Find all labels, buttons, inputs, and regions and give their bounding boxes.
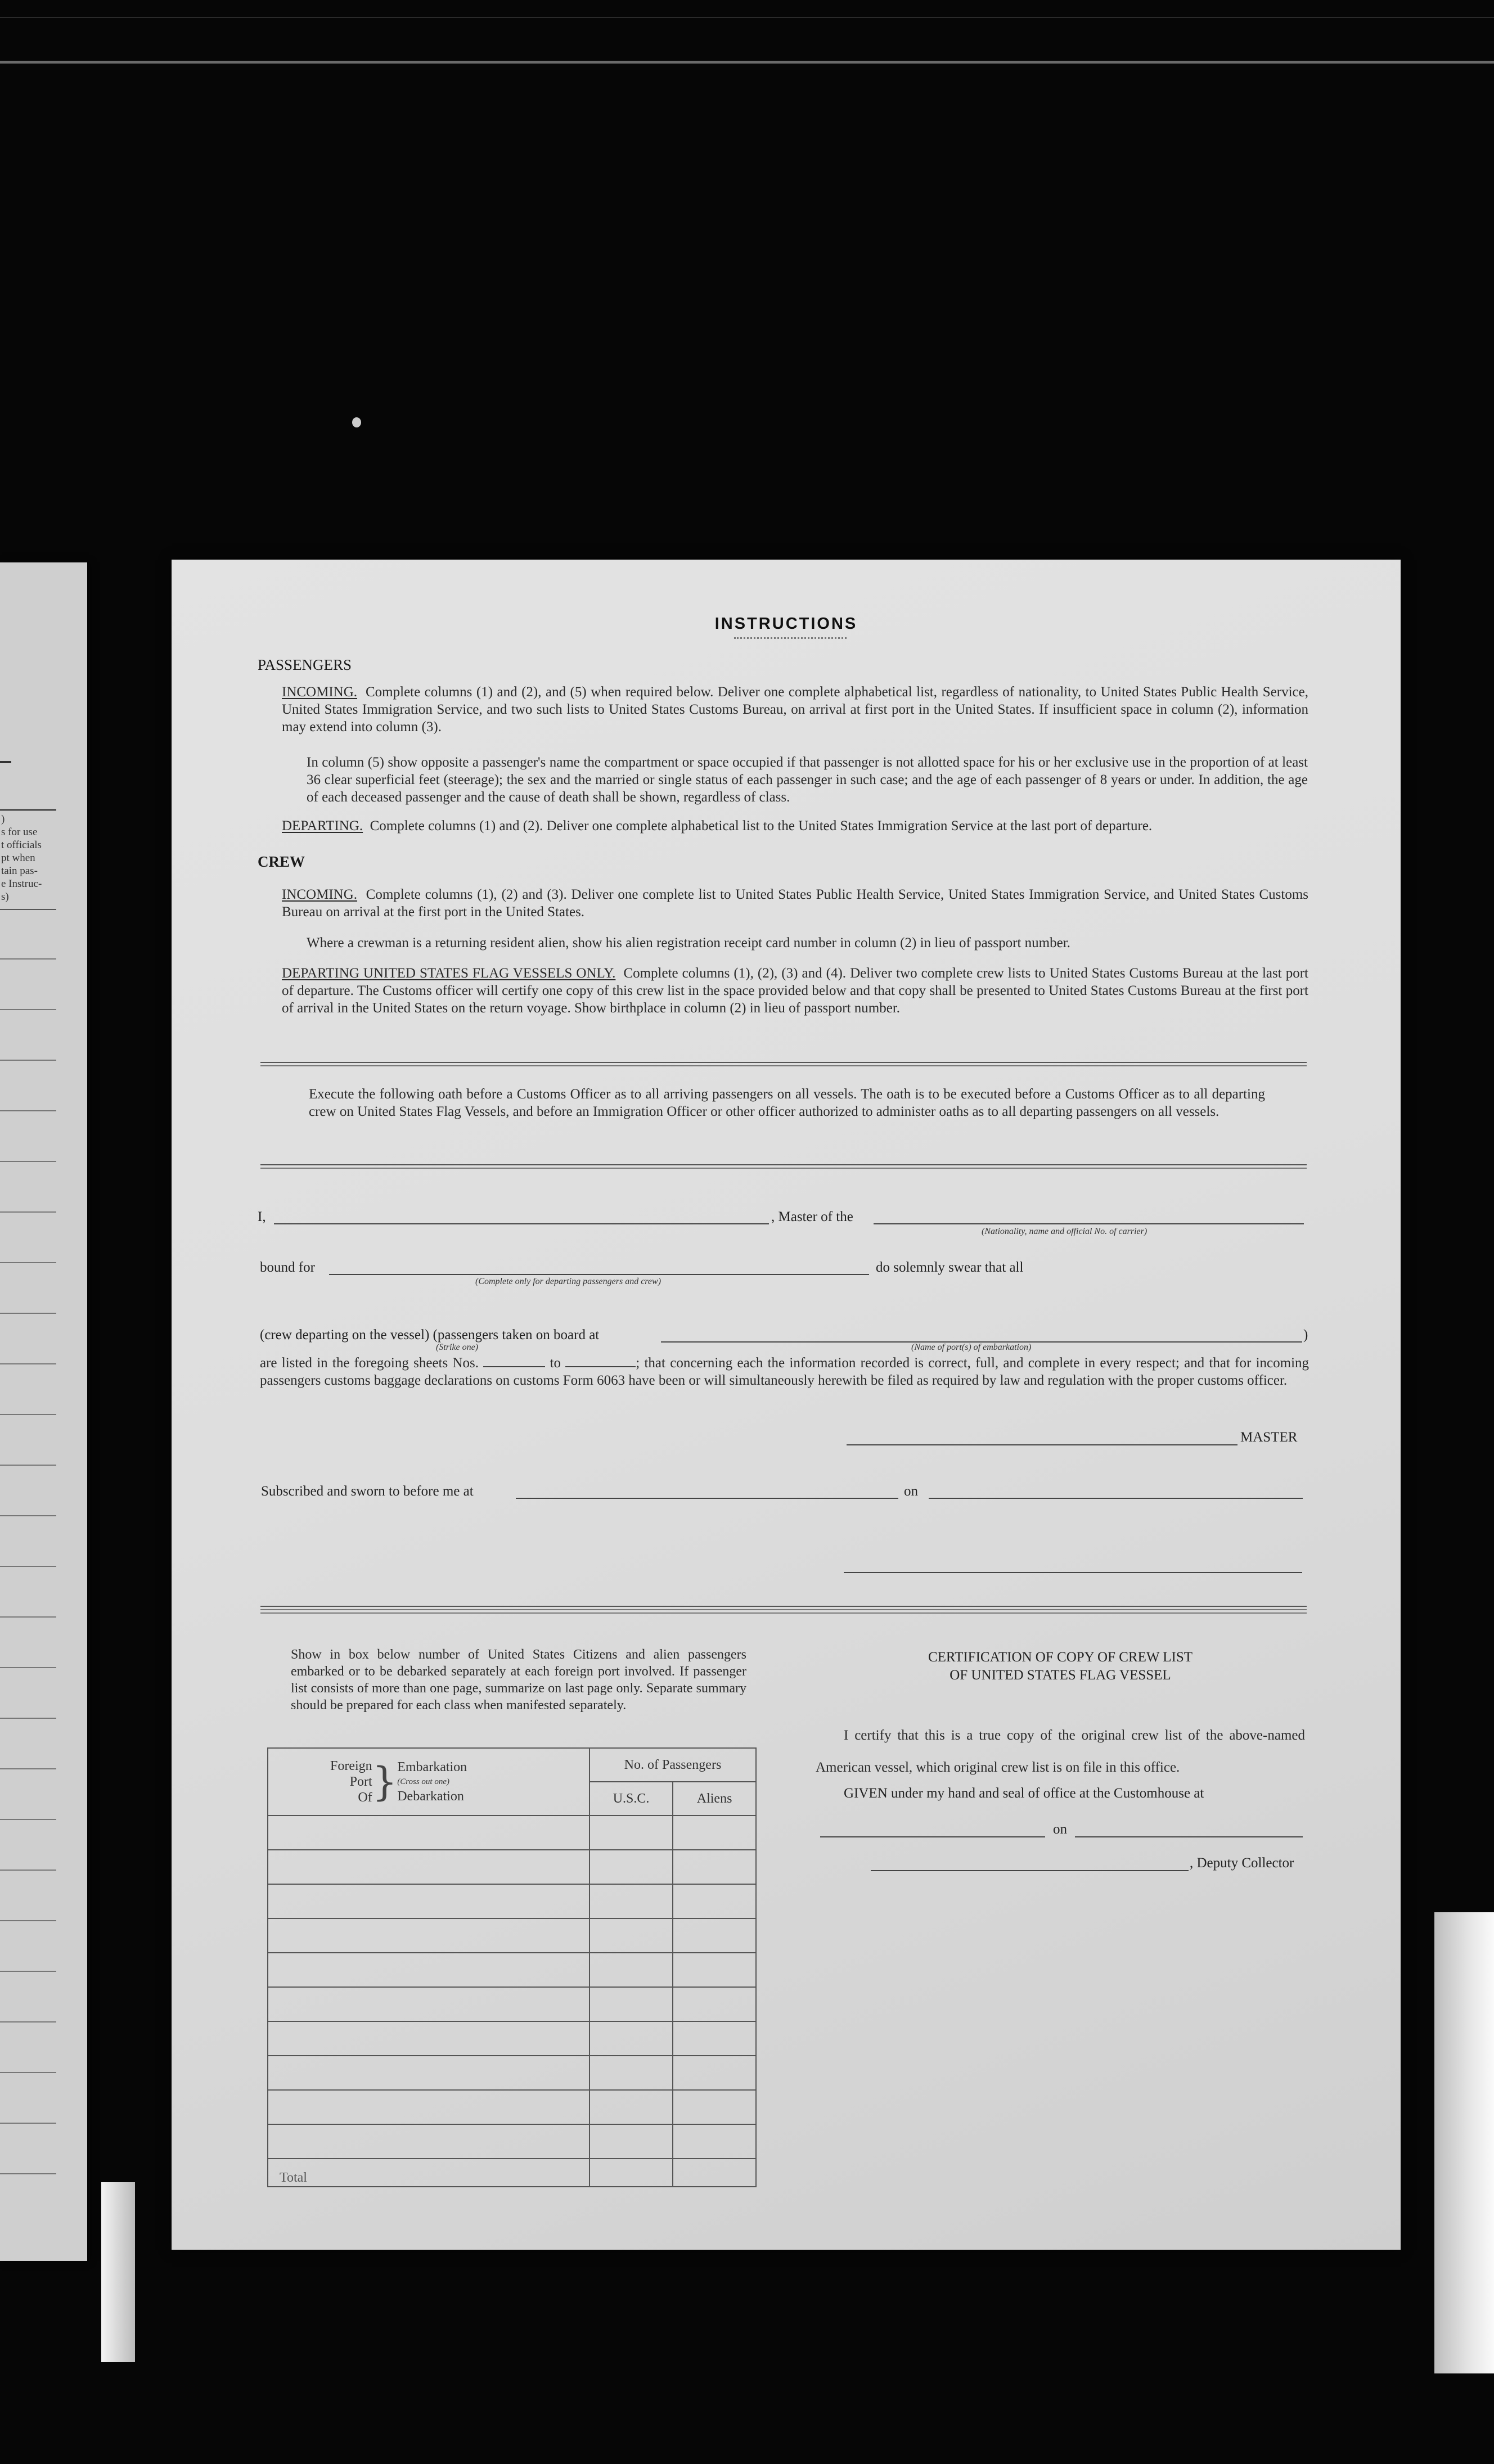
port-cell[interactable] xyxy=(268,1987,590,2021)
crew-departing-paragraph xyxy=(282,965,1308,1017)
bound-for-label: bound for xyxy=(260,1260,315,1275)
sheet-from-field[interactable] xyxy=(483,1366,545,1367)
total-label: Total xyxy=(268,2159,590,2187)
bound-for-field[interactable] xyxy=(329,1274,869,1275)
sworn-on-label: on xyxy=(904,1484,918,1499)
left-frag-line: s) xyxy=(1,891,9,903)
port-cell[interactable] xyxy=(268,1816,590,1850)
ports-note: (Name of port(s) of embarkation) xyxy=(911,1343,1032,1352)
foreign-label: Foreign xyxy=(330,1759,372,1773)
debarkation-label: Debarkation xyxy=(397,1789,464,1804)
left-frag-line: e Instruc- xyxy=(1,878,42,890)
aliens-total-cell[interactable] xyxy=(673,2159,756,2187)
officer-signature-field[interactable] xyxy=(844,1572,1302,1573)
aliens-cell[interactable] xyxy=(673,1987,756,2021)
usc-cell[interactable] xyxy=(590,1987,673,2021)
page-edge-left xyxy=(101,2182,135,2362)
page-edge-right xyxy=(1434,1912,1494,2373)
usc-cell[interactable] xyxy=(590,1953,673,1987)
divider xyxy=(260,1612,1307,1614)
listed-rest: ; that concerning each the information recorded is correct, full, and complete in every respect; and that for incoming passengers customs baggage declarations on customs Form 6063 have been or will simultaneously herewith be filed as required by law and regulation with the proper customs officer. xyxy=(260,1355,1310,1388)
page-title: INSTRUCTIONS xyxy=(714,615,858,633)
adjacent-page-fragment xyxy=(0,562,87,2261)
close-paren: ) xyxy=(1303,1327,1308,1343)
aliens-cell[interactable] xyxy=(673,2056,756,2090)
passengers-column5-paragraph: In column (5) show opposite a passenger's name the compartment or space occupied if that passenger is not allotted space for his or her exclusive use in the proportion of at least 36 clear superficial feet (steerage); the sex and the married or single status of each passenger in such case; and the age of each passenger of 8 years or under. In addition, the age of each deceased passenger and the cause of death shall be shown, regardless of class. xyxy=(307,755,1308,805)
of-label: Of xyxy=(358,1790,372,1805)
departing-only-note: (Complete only for departing passengers and crew) xyxy=(475,1277,662,1286)
crew-resident-paragraph: Where a crewman is a returning resident alien, show his alien registration receipt card number in column (2) in lieu of passport number. xyxy=(307,935,1070,951)
aliens-cell[interactable] xyxy=(673,1918,756,1953)
port-cell[interactable] xyxy=(268,1953,590,1987)
port-cell[interactable] xyxy=(268,2090,590,2124)
summary-instruction: Show in box below number of United States Citizens and alien passengers embarked or to be debarked separately at each foreign port involved. If passenger list consists of more than one page, summarize on last page only. Separate summary should be prepared for each class when manifested separately. xyxy=(291,1647,746,1713)
carrier-field[interactable] xyxy=(874,1223,1304,1224)
customhouse-field[interactable] xyxy=(820,1836,1045,1837)
divider xyxy=(260,1062,1307,1063)
listed-to: to xyxy=(550,1355,561,1371)
film-edge xyxy=(0,17,1494,18)
passengers-incoming-paragraph xyxy=(282,683,1308,736)
passengers-incoming-text: Complete columns (1) and (2), and (5) when required below. Deliver one complete alphabetical list, regardless of nationality, to United States Public Health Service, United States Immigration Service, and two such lists to United States Customs Bureau, on arrival at first port in the United States. If insufficient space in column (2), information may extend into column (3). xyxy=(282,684,1309,735)
port-cell[interactable] xyxy=(268,1884,590,1918)
left-frag-line: ) xyxy=(1,813,5,825)
aliens-cell[interactable] xyxy=(673,2124,756,2159)
divider xyxy=(260,1065,1307,1066)
listed-prefix: are listed in the foregoing sheets Nos. xyxy=(260,1355,479,1371)
passengers-heading: PASSENGERS xyxy=(258,656,352,673)
crew-passengers-label: (crew departing on the vessel) (passengers taken on board at xyxy=(260,1327,600,1343)
usc-cell[interactable] xyxy=(590,2056,673,2090)
certification-text: I certify that this is a true copy of the original crew list of the above-named American vessel, which original crew list is on file in this office. xyxy=(816,1728,1305,1775)
left-frag-line: tain pas- xyxy=(1,865,38,877)
title-underline-stamp xyxy=(734,637,847,642)
left-frag-line: pt when xyxy=(1,852,35,864)
sworn-date-field[interactable] xyxy=(929,1498,1303,1499)
aliens-cell[interactable] xyxy=(673,1850,756,1884)
listed-paragraph xyxy=(260,1354,1309,1389)
usc-cell[interactable] xyxy=(590,2021,673,2056)
divider xyxy=(260,1164,1307,1165)
port-cell[interactable] xyxy=(268,1918,590,1953)
port-column-header xyxy=(268,1748,590,1816)
usc-cell[interactable] xyxy=(590,1850,673,1884)
crew-departing-text: Complete columns (1), (2), (3) and (4). Deliver two complete crew lists to United States Customs Bureau at the last port of departure. The Customs officer will certify one copy of this crew list in the space provided below and that copy shall be presented to United States Customs Bureau at the first port of arrival in the United States on the return voyage. Show birthplace in column (2) in lieu of passport number. xyxy=(282,966,1308,1016)
aliens-header: Aliens xyxy=(673,1782,756,1816)
certification-heading-2: OF UNITED STATES FLAG VESSEL xyxy=(950,1668,1171,1683)
port-label: Port xyxy=(349,1774,372,1789)
usc-cell[interactable] xyxy=(590,2090,673,2124)
passengers-incoming-label: INCOMING. xyxy=(282,684,358,700)
subscribed-label: Subscribed and sworn to before me at xyxy=(261,1484,474,1499)
sworn-place-field[interactable] xyxy=(516,1498,898,1499)
usc-cell[interactable] xyxy=(590,1918,673,1953)
film-border-line xyxy=(0,61,1494,64)
usc-cell[interactable] xyxy=(590,2124,673,2159)
crew-departing-label: DEPARTING UNITED STATES FLAG VESSELS ONLY. xyxy=(282,966,616,981)
no-passengers-header: No. of Passengers xyxy=(590,1748,756,1782)
passenger-summary-table xyxy=(267,1747,757,2187)
divider xyxy=(260,1168,1307,1169)
sheet-to-field[interactable] xyxy=(565,1366,636,1367)
cert-date-field[interactable] xyxy=(1075,1836,1303,1837)
usc-total-cell[interactable] xyxy=(590,2159,673,2187)
embarkation-label: Embarkation xyxy=(397,1760,467,1774)
nationality-note: (Nationality, name and official No. of carrier) xyxy=(982,1227,1148,1236)
brace-glyph: } xyxy=(372,1759,398,1805)
master-of-label: , Master of the xyxy=(771,1209,853,1224)
port-cell[interactable] xyxy=(268,2021,590,2056)
master-label: MASTER xyxy=(1240,1430,1298,1445)
port-cell[interactable] xyxy=(268,1850,590,1884)
certification-heading-1: CERTIFICATION OF COPY OF CREW LIST xyxy=(928,1650,1193,1665)
divider xyxy=(260,1606,1307,1607)
crew-incoming-paragraph xyxy=(282,886,1308,921)
aliens-cell[interactable] xyxy=(673,1816,756,1850)
dust-speck xyxy=(352,417,361,427)
oath-instruction: Execute the following oath before a Customs Officer as to all arriving passengers on all vessels. The oath is to be executed before a Customs Officer as to all departing crew on United States Flag Vessels, and before an Immigration Officer or other officer authorized to administer oaths as to all departing passengers on all vessels. xyxy=(309,1087,1265,1119)
usc-header: U.S.C. xyxy=(590,1782,673,1816)
given-text: GIVEN under my hand and seal of office at the Customhouse at xyxy=(844,1786,1204,1801)
aliens-cell[interactable] xyxy=(673,1884,756,1918)
passengers-departing-label: DEPARTING. xyxy=(282,818,363,834)
cross-out-note: (Cross out one) xyxy=(397,1777,449,1786)
port-cell[interactable] xyxy=(268,2124,590,2159)
cert-on-label: on xyxy=(1053,1822,1067,1837)
deputy-collector-label: , Deputy Collector xyxy=(1190,1855,1294,1871)
crew-incoming-text: Complete columns (1), (2) and (3). Deliver one complete list to United States Public Health Service, United States Immigration Service, and United States Customs Bureau on arrival at the first port in the United States. xyxy=(282,887,1308,920)
left-fragment-text xyxy=(1,813,42,903)
passengers-departing-paragraph xyxy=(282,817,1308,835)
master-name-field[interactable] xyxy=(274,1223,769,1224)
instructions-page xyxy=(172,560,1401,2250)
aliens-cell[interactable] xyxy=(673,2021,756,2056)
left-frag-line: s for use xyxy=(1,826,38,838)
deputy-signature-field[interactable] xyxy=(871,1870,1189,1871)
crew-incoming-label: INCOMING. xyxy=(282,887,358,902)
usc-cell[interactable] xyxy=(590,1884,673,1918)
left-frag-line: t officials xyxy=(1,839,42,851)
swear-label: do solemnly swear that all xyxy=(876,1260,1024,1275)
aliens-cell[interactable] xyxy=(673,1953,756,1987)
divider xyxy=(260,1609,1307,1610)
port-cell[interactable] xyxy=(268,2056,590,2090)
passengers-departing-text: Complete columns (1) and (2). Deliver one complete alphabetical list to the United States Immigration Service at the last port of departure. xyxy=(370,818,1153,834)
usc-cell[interactable] xyxy=(590,1816,673,1850)
master-signature-field[interactable] xyxy=(847,1444,1238,1445)
strike-one-note: (Strike one) xyxy=(436,1343,479,1352)
oath-i-label: I, xyxy=(258,1209,266,1224)
aliens-cell[interactable] xyxy=(673,2090,756,2124)
crew-heading: CREW xyxy=(258,853,305,870)
